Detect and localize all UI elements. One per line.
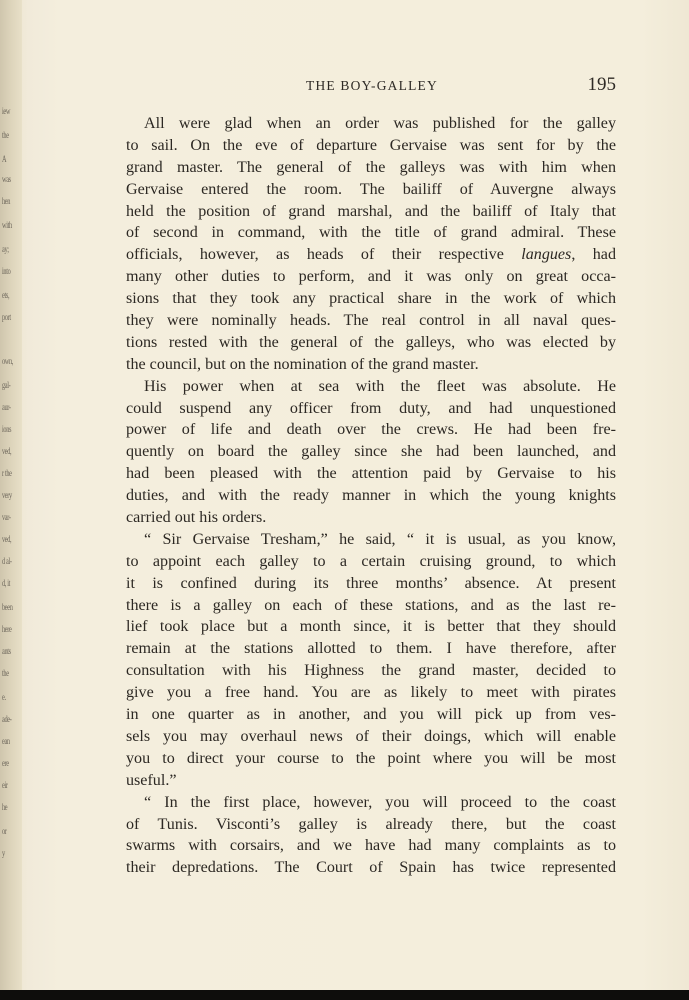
text-line: there is a galley on each of these stations, and as the last re- [126,596,616,614]
text-line: All were glad when an order was published for the galley [144,115,616,132]
text-line [126,244,616,266]
margin-fragment: ved, [2,534,12,544]
text-line: Gervaise entered the room. The bailiff of Auvergne always [126,180,616,198]
margin-fragment: d, it [2,578,11,588]
text-line: His power when at sea with the fleet was absolute. He [144,377,616,395]
text-line: consultation with his Highness the grand master, decided to [126,662,616,680]
text-line: “ Sir Gervaise Tresham,” he said, “ it is usual, as you know, [144,530,616,548]
text-line: give you a free hand. You are as likely to meet with pirates [126,684,616,702]
text-line: “ In the first place, however, you will proceed to the coast [144,793,616,811]
facing-page-bleed [0,0,22,990]
text-line: duties, and with the ready manner in which the young knights [126,487,616,505]
text-line: you to direct your course to the point where you will be most [126,749,616,767]
margin-fragment: iew [2,106,11,116]
text-line: could suspend any officer from duty, and had unquestioned [126,399,616,417]
margin-fragment: ay; [2,244,9,254]
text-line: tions rested with the general of the galleys, who was elected by [126,333,616,351]
margin-fragment: gal- [2,380,11,390]
margin-fragment: port [2,312,11,322]
margin-fragment: ade- [2,714,12,724]
text-line: power of life and death over the crews. He had been fre- [126,421,616,439]
text-line: of second in command, with the title of grand admiral. These [126,224,616,242]
margin-fragment: var- [2,512,11,522]
margin-fragment: or [2,826,7,836]
text-line: of Tunis. Visconti’s galley is already there, but the coast [126,815,616,833]
margin-fragment: the [2,668,9,678]
margin-fragment: ions [2,424,12,434]
text-line: grand master. The general of the galleys was with him when [126,158,616,176]
margin-fragment: here [2,624,12,634]
margin-fragment: aur- [2,402,11,412]
body-text [126,113,616,879]
text-line: remain at the stations allotted to them. I have therefore, after [126,640,616,658]
margin-fragment: r the [2,468,12,478]
text-line: useful.” [126,771,177,789]
margin-fragment: own, [2,356,14,366]
margin-fragment: hen [2,196,11,206]
text-line: their depredations. The Court of Spain has twice represented [126,859,616,877]
text-line: held the position of grand marshal, and the bailiff of Italy that [126,202,616,220]
text-line: quently on board the galley since she had been launched, and [126,443,616,461]
margin-fragment: with [2,220,12,230]
text-line: the council, but on the nomination of the grand master. [126,355,479,373]
page-number: 195 [587,74,616,95]
margin-fragment: ean [2,736,10,746]
margin-fragment: he [2,802,8,812]
margin-fragment: been [2,602,13,612]
text-line: swarms with corsairs, and we have had many complaints as to [126,837,616,855]
margin-fragment: ets, [2,290,10,300]
margin-fragment: into [2,266,11,276]
italic-term: langues [521,246,572,264]
margin-fragment: A [2,154,7,164]
margin-fragment: eir [2,780,8,790]
text-line: to appoint each galley to a certain cruising ground, to which [126,552,616,570]
text-line: in one quarter as in another, and you will pick up from ves- [126,706,616,724]
margin-fragment: y [2,848,5,858]
text-line: sels you may overhaul news of their doings, which will enable [126,727,616,745]
text-span: officials, however, as heads of their respective [126,246,522,264]
margin-fragment: very [2,490,12,500]
margin-fragment: d al- [2,556,12,566]
margin-fragment: the [2,130,9,140]
scan-bottom-edge [0,990,689,1000]
text-line: they were nominally heads. The real control in all naval ques- [126,312,616,330]
text-line: it is confined during its three months’ absence. At present [126,574,616,592]
text-line: carried out his orders. [126,509,267,527]
page-header [126,74,616,98]
running-head: THE BOY-GALLEY [306,78,438,93]
margin-fragment: ere [2,758,9,768]
margin-fragment: ved, [2,446,12,456]
text-line: many other duties to perform, and it was only on great occa- [126,268,616,286]
margin-fragment: ants [2,646,11,656]
margin-fragment: was [2,174,11,184]
text-line: lief took place but a month since, it is better that they should [126,618,616,636]
text-line: to sail. On the eve of departure Gervaise was sent for by the [126,136,616,154]
text-line: sions that they took any practical share in the work of which [126,290,616,308]
margin-fragment: e. [2,692,6,702]
text-line: had been pleased with the attention paid by Gervaise to his [126,465,616,483]
text-span: , had [571,246,616,264]
